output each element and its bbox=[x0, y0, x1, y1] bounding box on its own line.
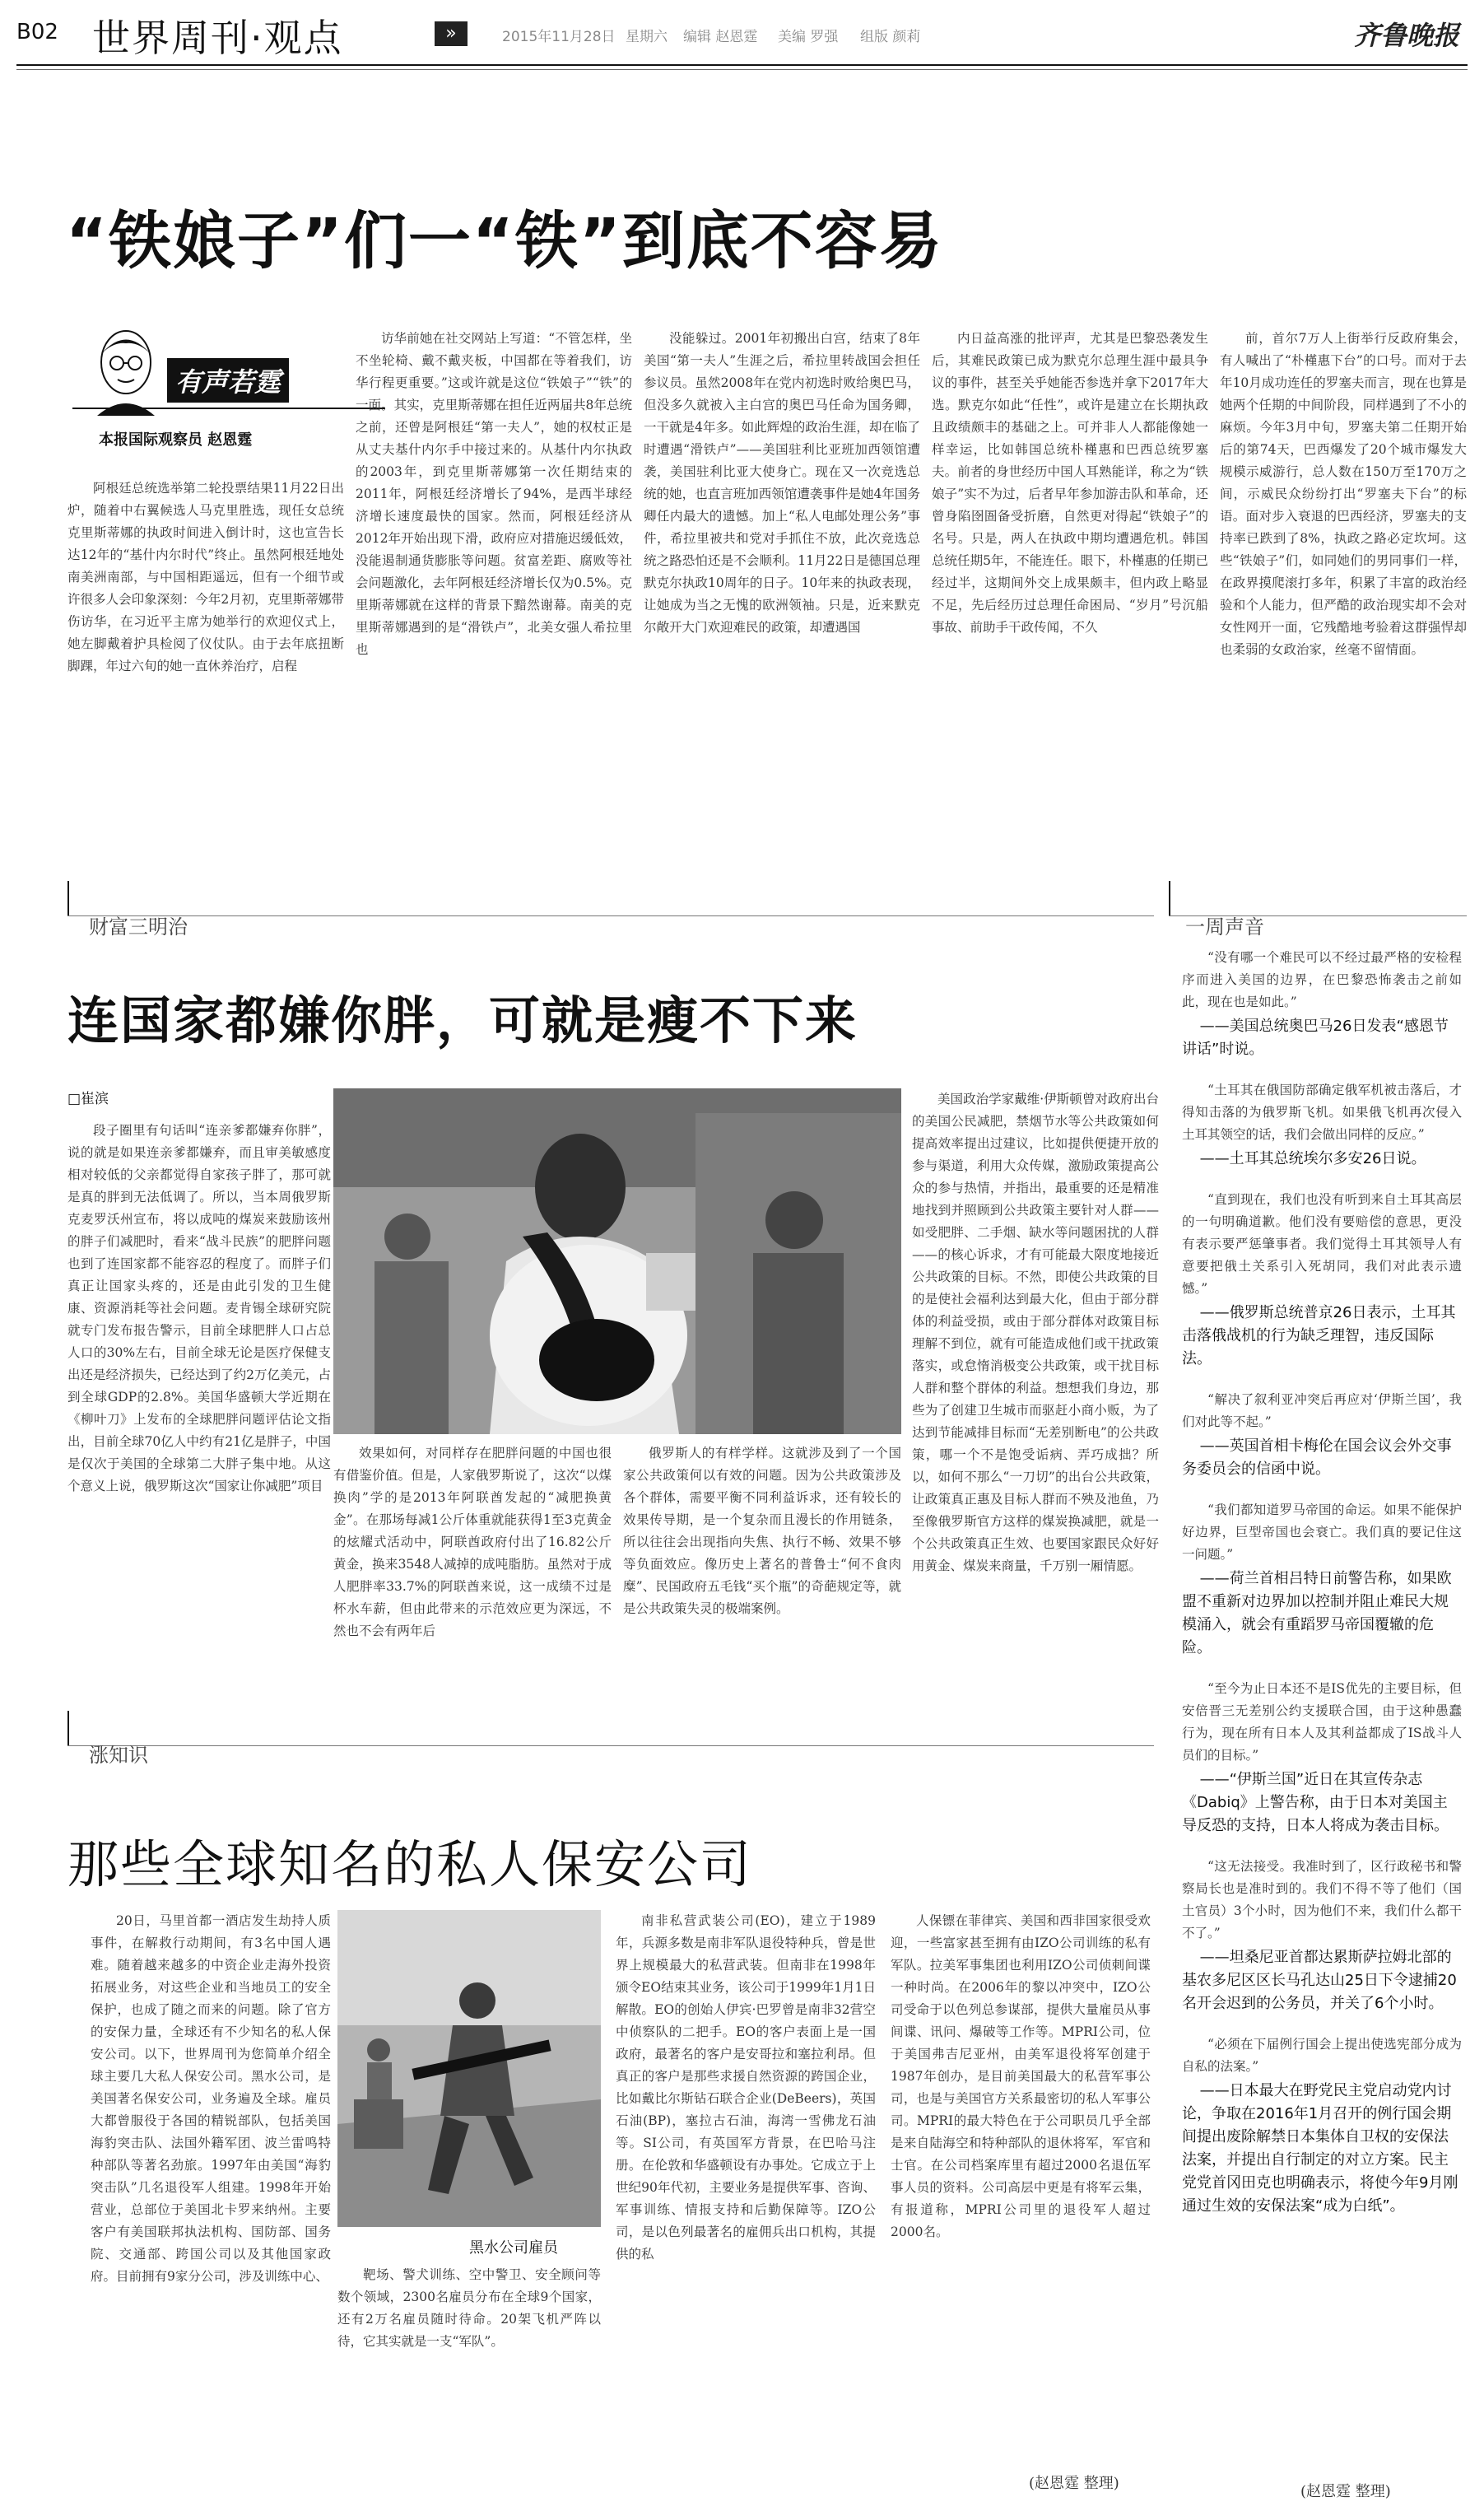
article3-rule-left bbox=[67, 1711, 69, 1745]
quote-item bbox=[1182, 1678, 1462, 1838]
article2-byline: □崔滨 bbox=[67, 1091, 109, 1107]
section-title: 世界周刊·观点 bbox=[92, 16, 343, 60]
quote-item bbox=[1182, 1189, 1462, 1371]
quote-text: “直到现在，我们也没有听到来自土耳其高层的一句明确道歉。他们没有要赔偿的意思，更没有表示要严惩肇事者。我们觉得土耳其领导人有意要把俄土关系引入死胡同，我们对此表示遗憾。” bbox=[1182, 1192, 1462, 1296]
sidebar-section: 一周声音 bbox=[1185, 915, 1264, 939]
quote-text: “没有哪一个难民可以不经过最严格的安检程序而进入美国的边界，在巴黎恐怖袭击之前如此，现在也是如此。” bbox=[1182, 950, 1462, 1009]
quote-source: ——荷兰首相吕特日前警告称，如果欧盟不重新对边界加以控制并阻止难民大规模涌入，就会有重蹈罗马帝国覆辙的危险。 bbox=[1182, 1570, 1452, 1656]
sidebar-rule-left bbox=[1169, 881, 1170, 915]
quote-item bbox=[1182, 1856, 1462, 2015]
column-logo-text: 有声若霆 bbox=[167, 358, 289, 403]
article1-col4: 内日益高涨的批评声，尤其是巴黎恐袭发生后，其难民政策已成为默克尔总理生涯中最具争议的事件，甚至关乎她能否参选并拿下2017年大选。默克尔如此“任性”，或许是建立在长期执政且政绩颇丰的基础之上。可并非人人都能像她一样幸运，比如韩国总统朴槿惠和巴西总统罗塞夫。前者的身世经历中国人耳熟能详，称之为“铁娘子”实不为过，后者早年参加游击队和革命，还曾身陷囹圄备受折磨，自然更对得起“铁娘子”的名号。只是，两人在执政中期均遭遇危机。韩国总统任期5年，不能连任。眼下，朴槿惠的任期已经过半，这期间外交上成果颇丰，但内政上略显不足，先后经历过总理任命困局、“岁月”号沉船事故、前助手干政传闻，不久 bbox=[932, 331, 1208, 635]
article3-col1: 20日，马里首都一酒店发生劫持人质事件，在解救行动期间，有3名中国人遇难。随着越来越多的中资企业走海外投资拓展业务，对这些企业和当地员工的安全保护，也成了随之而来的问题。除了官方的安保力量，全球还有不少知名的私人保安公司。以下，世界周刊为您简单介绍全球主要几大私人保安公司。黑水公司，是美国著名保安公司，业务遍及全球。雇员大都曾服役于各国的精锐部队，包括美国海豹突击队、法国外籍军团、波兰雷鸣特种部队等著名劲旅。1997年由美国“海豹突击队”几名退役军人组建。1998年开始营业，总部位于美国北卡罗来纳州。主要客户有美国联邦执法机构、国防部、国务院、交通部、跨国公司以及其他国家政府。目前拥有9家分公司，涉及训练中心、 bbox=[91, 1913, 331, 2284]
quote-source: ——土耳其总统埃尔多安26日说。 bbox=[1199, 1150, 1426, 1167]
article2-photo bbox=[333, 1088, 901, 1434]
article2-headline: 连国家都嫌你胖，可就是瘦不下来 bbox=[67, 990, 858, 1051]
article2-col4: 美国政治学家戴维·伊斯顿曾对政府出台的美国公民减肥，禁烟节水等公共政策如何提高效率提出过建议，比如提供便捷开放的参与渠道，利用大众传媒，激励政策提高公众的参与热情，并指出，最重要的还是精准地找到并照顾到公共政策主要针对人群——如受肥胖、二手烟、缺水等问题困扰的人群——的核心诉求，才有可能最大限度地接近公共政策的目标。不然，即使公共政策的目的是使社会福利达到最大化，但由于部分群体的利益受损，或由于部分群体对政策目标理解不到位，就有可能造成他们或干扰政策落实，或怠惰消极变公共政策，或干扰目标人群和整个群体的利益。想想我们身边，那些为了创建卫生城市而驱赶小商小贩，为了达到节能减排目标而“无差别断电”的公共政策，哪一个不是饱受诟病、弄巧成拙？所以，如何不那么“一刀切”的出台公共政策，让政策真正惠及目标人群而不殃及池鱼，乃至像俄罗斯官方这样的煤炭换减肥，就是一个公共政策真正生效、也要国家跟民众好好用黄金、煤炭来商量，千万别一厢情愿。 bbox=[912, 1092, 1159, 1573]
quote-source: ——日本最大在野党民主党启动党内讨论，争取在2016年1月召开的例行国会期间提出废除解禁日本集体自卫权的安保法法案，并提出自行制定的对立方案。民主党党首冈田克也明确表示，将使今年9月刚通过生效的安保法案“成为白纸”。 bbox=[1182, 2082, 1458, 2215]
quote-item bbox=[1182, 947, 1462, 1061]
quote-source: ——美国总统奥巴马26日发表“感恩节讲话”时说。 bbox=[1182, 1018, 1449, 1058]
masthead-proof: 组版 颜莉 bbox=[860, 29, 921, 45]
quote-text: “我们都知道罗马帝国的命运。如果不能保护好边界，巨型帝国也会衰亡。我们真的要记住这一问题。” bbox=[1182, 1502, 1462, 1562]
article3-col3: 南非私营武装公司(EO)，建立于1989年，兵源多数是南非军队退役特种兵，曾是世界上规模最大的私营武装。但南非在1998年颁令EO结束其业务，该公司于1999年1月1日解散。EO的创始人伊宾·巴罗曾是南非32营空中侦察队的二把手。EO的客户表面上是一国政府，最著名的客户是安哥拉和塞拉利昂。但真正的客户是那些求援自然资源的跨国企业，比如戴比尔斯钻石联合企业(DeBeers)，英国石油(BP)，塞拉古石油，海湾一雪佛龙石油等。SI公司，有英国军方背景，在巴哈马注册。在伦敦和华盛顿设有办事处。它成立于上世纪90年代初，主要业务是提供军事、咨询、军事训练、情报支持和后勤保障等。IZO公司，是以色列最著名的雇佣兵出口机构，其提供的私 bbox=[616, 1913, 876, 2262]
chevron-right-icon: » bbox=[435, 21, 468, 46]
masthead-date: 2015年11月28日 bbox=[502, 29, 616, 45]
article3-col2: 靶场、警犬训练、空中警卫、安全顾问等数个领域，2300名雇员分布在全球9个国家，还有2万名雇员随时待命。20架飞机严阵以待，它其实就是一支“军队”。 bbox=[337, 2267, 601, 2349]
article2-col2: 效果如何，对同样存在肥胖问题的中国也很有借鉴价值。但是，人家俄罗斯说了，这次“以煤换肉”学的是2013年阿联酋发起的“减肥换黄金”。在那场每减1公斤体重就能获得1至3克黄金的炫耀式活动中，阿联酋政府付出了16.82公斤黄金，换来3548人减掉的成吨脂肪。虽然对于成人肥胖率33.7%的阿联酋来说，这一成绩不过是杯水车薪，但由此带来的示范效应更为深远，不然也不会有两年后 bbox=[333, 1446, 612, 1638]
quote-text: “至今为止日本还不是IS优先的主要目标，但安倍晋三无差别公约支援联合国，由于这种愚蠢行为，现在所有日本人及其利益都成了IS战斗人员们的目标。” bbox=[1182, 1681, 1462, 1763]
quote-text: “这无法接受。我准时到了，区行政秘书和警察局长也是准时到的。我们不得不等了他们（国土官员）3个小时，因为他们不来，我们什么都干不了。” bbox=[1182, 1859, 1462, 1940]
article1-col1: 阿根廷总统选举第二轮投票结果11月22日出炉，随着中右翼候选人马克里胜选，现任女总统克里斯蒂娜的执政时间进入倒计时，这也宣告长达12年的“基什内尔时代”终止。虽然阿根廷地处南美洲南部，与中国相距遥远，但有一个细节或许很多人会印象深刻：今年2月初，克里斯蒂娜带伤访华，在习近平主席为她举行的欢迎仪式上，她左脚戴着护具检阅了仪仗队。由于去年底扭断脚踝，年过六旬的她一直休养治疗，启程 bbox=[67, 481, 344, 673]
quote-source: ——英国首相卡梅伦在国会议会外交事务委员会的信函中说。 bbox=[1182, 1437, 1452, 1478]
article3-col4: 人保镖在菲律宾、美国和西非国家很受欢迎，一些富家甚至拥有由IZO公司训练的私有军队。拉美军事集团也利用IZO公司侦刺间谍一种时尚。在2006年的黎以冲突中，IZO公司受命于以色列总参谋部，提供大量雇员从事间谍、讯问、爆破等工作等。MPRI公司，位于美国弗吉尼亚州，由美军退役将军创建于1987年创办，是目前美国最大的私营军事公司，也是与美国官方关系最密切的私人军事公司。MPRI的最大特色在于公司职员几乎全部是来自陆海空和特种部队的退休将军，军官和士官。在公司档案库里有超过2000名退伍军事人员的资料。公司高层中更是有将军云集，有报道称，MPRI公司里的退役军人超过2000名。 bbox=[891, 1913, 1151, 2239]
quote-text: “解决了叙利亚冲突后再应对‘伊斯兰国’，我们对此等不起。” bbox=[1182, 1392, 1462, 1429]
article2-col3: 俄罗斯人的有样学样。这就涉及到了一个国家公共政策何以有效的问题。因为公共政策涉及各个群体，需要平衡不同利益诉求，还有较长的效果传导期，是一个复杂而且漫长的作用链条，所以往往会出现指向失焦、执行不畅、效果不够等负面效应。像历史上著名的普鲁士“何不食肉糜”、民国政府五毛钱“买个瓶”的奇葩规定等，就是公共政策失灵的极端案例。 bbox=[623, 1446, 901, 1616]
article3-headline: 那些全球知名的私人保安公司 bbox=[67, 1834, 753, 1894]
quote-item bbox=[1182, 1079, 1462, 1171]
article1-byline: 本报国际观察员 赵恩霆 bbox=[99, 431, 253, 449]
paper-logo: 齐鲁晚报 bbox=[1354, 20, 1460, 51]
quote-item bbox=[1182, 2033, 1462, 2218]
article2-section: 财富三明治 bbox=[89, 915, 188, 939]
page-number: B02 bbox=[16, 20, 58, 44]
column-logo-underline bbox=[72, 408, 385, 409]
article1-col2: 访华前她在社交网站上写道：“不管怎样，坐不坐轮椅、戴不戴夹板，中国都在等着我们，访华行程更重要。”这或许就是这位“铁娘子”“铁”的一面。其实，克里斯蒂娜在担任近两届共8年总统之前，还曾是阿根廷“第一夫人”，她的权杖正是从丈夫基什内尔手中接过来的。从基什内尔执政的2003年，到克里斯蒂娜第一次任期结束的2011年，阿根廷经济增长了94%，是西半球经济增长速度最快的国家。然而，阿根廷经济从2012年开始出现下滑，政府应对措施迟缓低效，没能遏制通货膨胀等问题。贫富差距、腐败等社会问题激化，去年阿根廷经济增长仅为0.5%。克里斯蒂娜就在这样的背景下黯然谢幕。南美的克里斯蒂娜遇到的是“滑铁卢”，北美女强人希拉里也 bbox=[356, 331, 632, 657]
quote-source: ——俄罗斯总统普京26日表示，土耳其击落俄战机的行为缺乏理智，违反国际法。 bbox=[1182, 1304, 1456, 1367]
article2-rule bbox=[67, 915, 1154, 916]
author-portrait bbox=[89, 325, 163, 416]
sidebar-sign: (赵恩霆 整理) bbox=[1300, 2483, 1391, 2500]
quote-source: ——坦桑尼亚首都达累斯萨拉姆北部的基农多尼区区长马孔达山25日下令逮捕20名开会迟到的公务员，并关了6个小时。 bbox=[1182, 1949, 1457, 2012]
article2-col1: 段子圈里有句话叫“连亲爹都嫌弃你胖”，说的就是如果连亲爹都嫌弃，而且审美敏感度相对较低的父亲都觉得自家孩子胖了，那可就是真的胖到无法低调了。所以，当本周俄罗斯克麦罗沃州宣布，将以成吨的煤炭来鼓励该州的胖子们减肥时，看来“战斗民族”的肥胖问题也到了连国家都不能容忍的程度了。而胖子们真正让国家头疼的，还是由此引发的卫生健康、资源消耗等社会问题。麦肯锡全球研究院就专门发布报告警示，目前全球肥胖人口占总人口的30%左右，目前全球无论是医疗保健支出还是经济损失，已经达到了约2万亿美元，占到全球GDP的2.8%。美国华盛顿大学近期在《柳叶刀》上发布的全球肥胖问题评估论文指出，目前全球70亿人中约有21亿是胖子，中国是仅次于美国的全球第二大胖子集中地。从这个意义上说，俄罗斯这次“国家让你减肥”项目 bbox=[67, 1123, 331, 1493]
article2-rule-left bbox=[67, 881, 69, 915]
article3-photo-caption: 黑水公司雇员 bbox=[469, 2239, 558, 2257]
masthead-rule bbox=[16, 64, 1468, 66]
quote-text: “必须在下届例行国会上提出使选宪部分成为自私的法案。” bbox=[1182, 2037, 1462, 2074]
article1-col5: 前，首尔7万人上街举行反政府集会，有人喊出了“朴槿惠下台”的口号。而对于去年10月成功连任的罗塞夫而言，现在也算是她两个任期的中间阶段，同样遇到了不小的麻烦。今年3月中旬，罗塞夫第二任期开始后的第74天，巴西爆发了20个城市爆发大规模示威游行，总人数在150万至170万之间，示威民众纷纷打出“罗塞夫下台”的标语。面对步入衰退的巴西经济，罗塞夫的支持率已跌到了8%，执政之路必定坎坷。这些“铁娘子”们，如同她们的男同事们一样，在政界摸爬滚打多年，积累了丰富的政治经验和个人能力，但严酷的政治现实却不会对女性网开一面，它残酷地考验着这群强悍却也柔弱的女政治家，丝毫不留情面。 bbox=[1220, 331, 1467, 657]
masthead-editor: 编辑 赵恩霆 bbox=[683, 29, 758, 45]
masthead-art: 美编 罗强 bbox=[778, 29, 839, 45]
masthead bbox=[0, 0, 1484, 66]
masthead-weekday: 星期六 bbox=[626, 29, 668, 45]
quote-text: “土耳其在俄国防部确定俄军机被击落后，才得知击落的为俄罗斯飞机。如果俄飞机再次侵入土耳其领空的话，我们会做出同样的反应。” bbox=[1182, 1083, 1462, 1142]
quote-item bbox=[1182, 1499, 1462, 1660]
article3-photo bbox=[337, 1910, 601, 2227]
masthead-rule-thin bbox=[16, 69, 1468, 70]
article3-sign: (赵恩霆 整理) bbox=[1029, 2475, 1119, 2492]
article3-rule bbox=[67, 1745, 1154, 1746]
article3-section: 涨知识 bbox=[89, 1744, 148, 1767]
article1-col3: 没能躲过。2001年初搬出白宫，结束了8年美国“第一夫人”生涯之后，希拉里转战国会担任参议员。虽然2008年在党内初选时败给奥巴马，但没多久就被入主白宫的奥巴马任命为国务卿，一干就是4年多。如此辉煌的政治生涯，却在临了时遭遇“滑铁卢”——美国驻利比亚班加西领馆遭袭，美国驻利比亚大使身亡。现在又一次竞选总统的她，也直言班加西领馆遭袭事件是她4年国务卿任内最大的遗憾。加上“私人电邮处理公务”事件，希拉里被共和党对手抓住不放，此次竞选总统之路恐怕还是不会顺利。11月22日是德国总理默克尔执政10周年的日子。10年来的执政表现，让她成为当之无愧的欧洲领袖。只是，近来默克尔敞开大门欢迎难民的政策，却遭遇国 bbox=[644, 331, 920, 635]
article1-headline: “铁娘子”们一“铁”到底不容易 bbox=[66, 204, 943, 277]
quote-source: ——“伊斯兰国”近日在其宣传杂志《Dabiq》上警告称，由于日本对美国主导反恐的支持，日本人将成为袭击目标。 bbox=[1182, 1771, 1449, 1834]
column-logo bbox=[72, 325, 319, 420]
quote-item bbox=[1182, 1389, 1462, 1481]
sidebar-quotes bbox=[1182, 947, 1462, 2486]
